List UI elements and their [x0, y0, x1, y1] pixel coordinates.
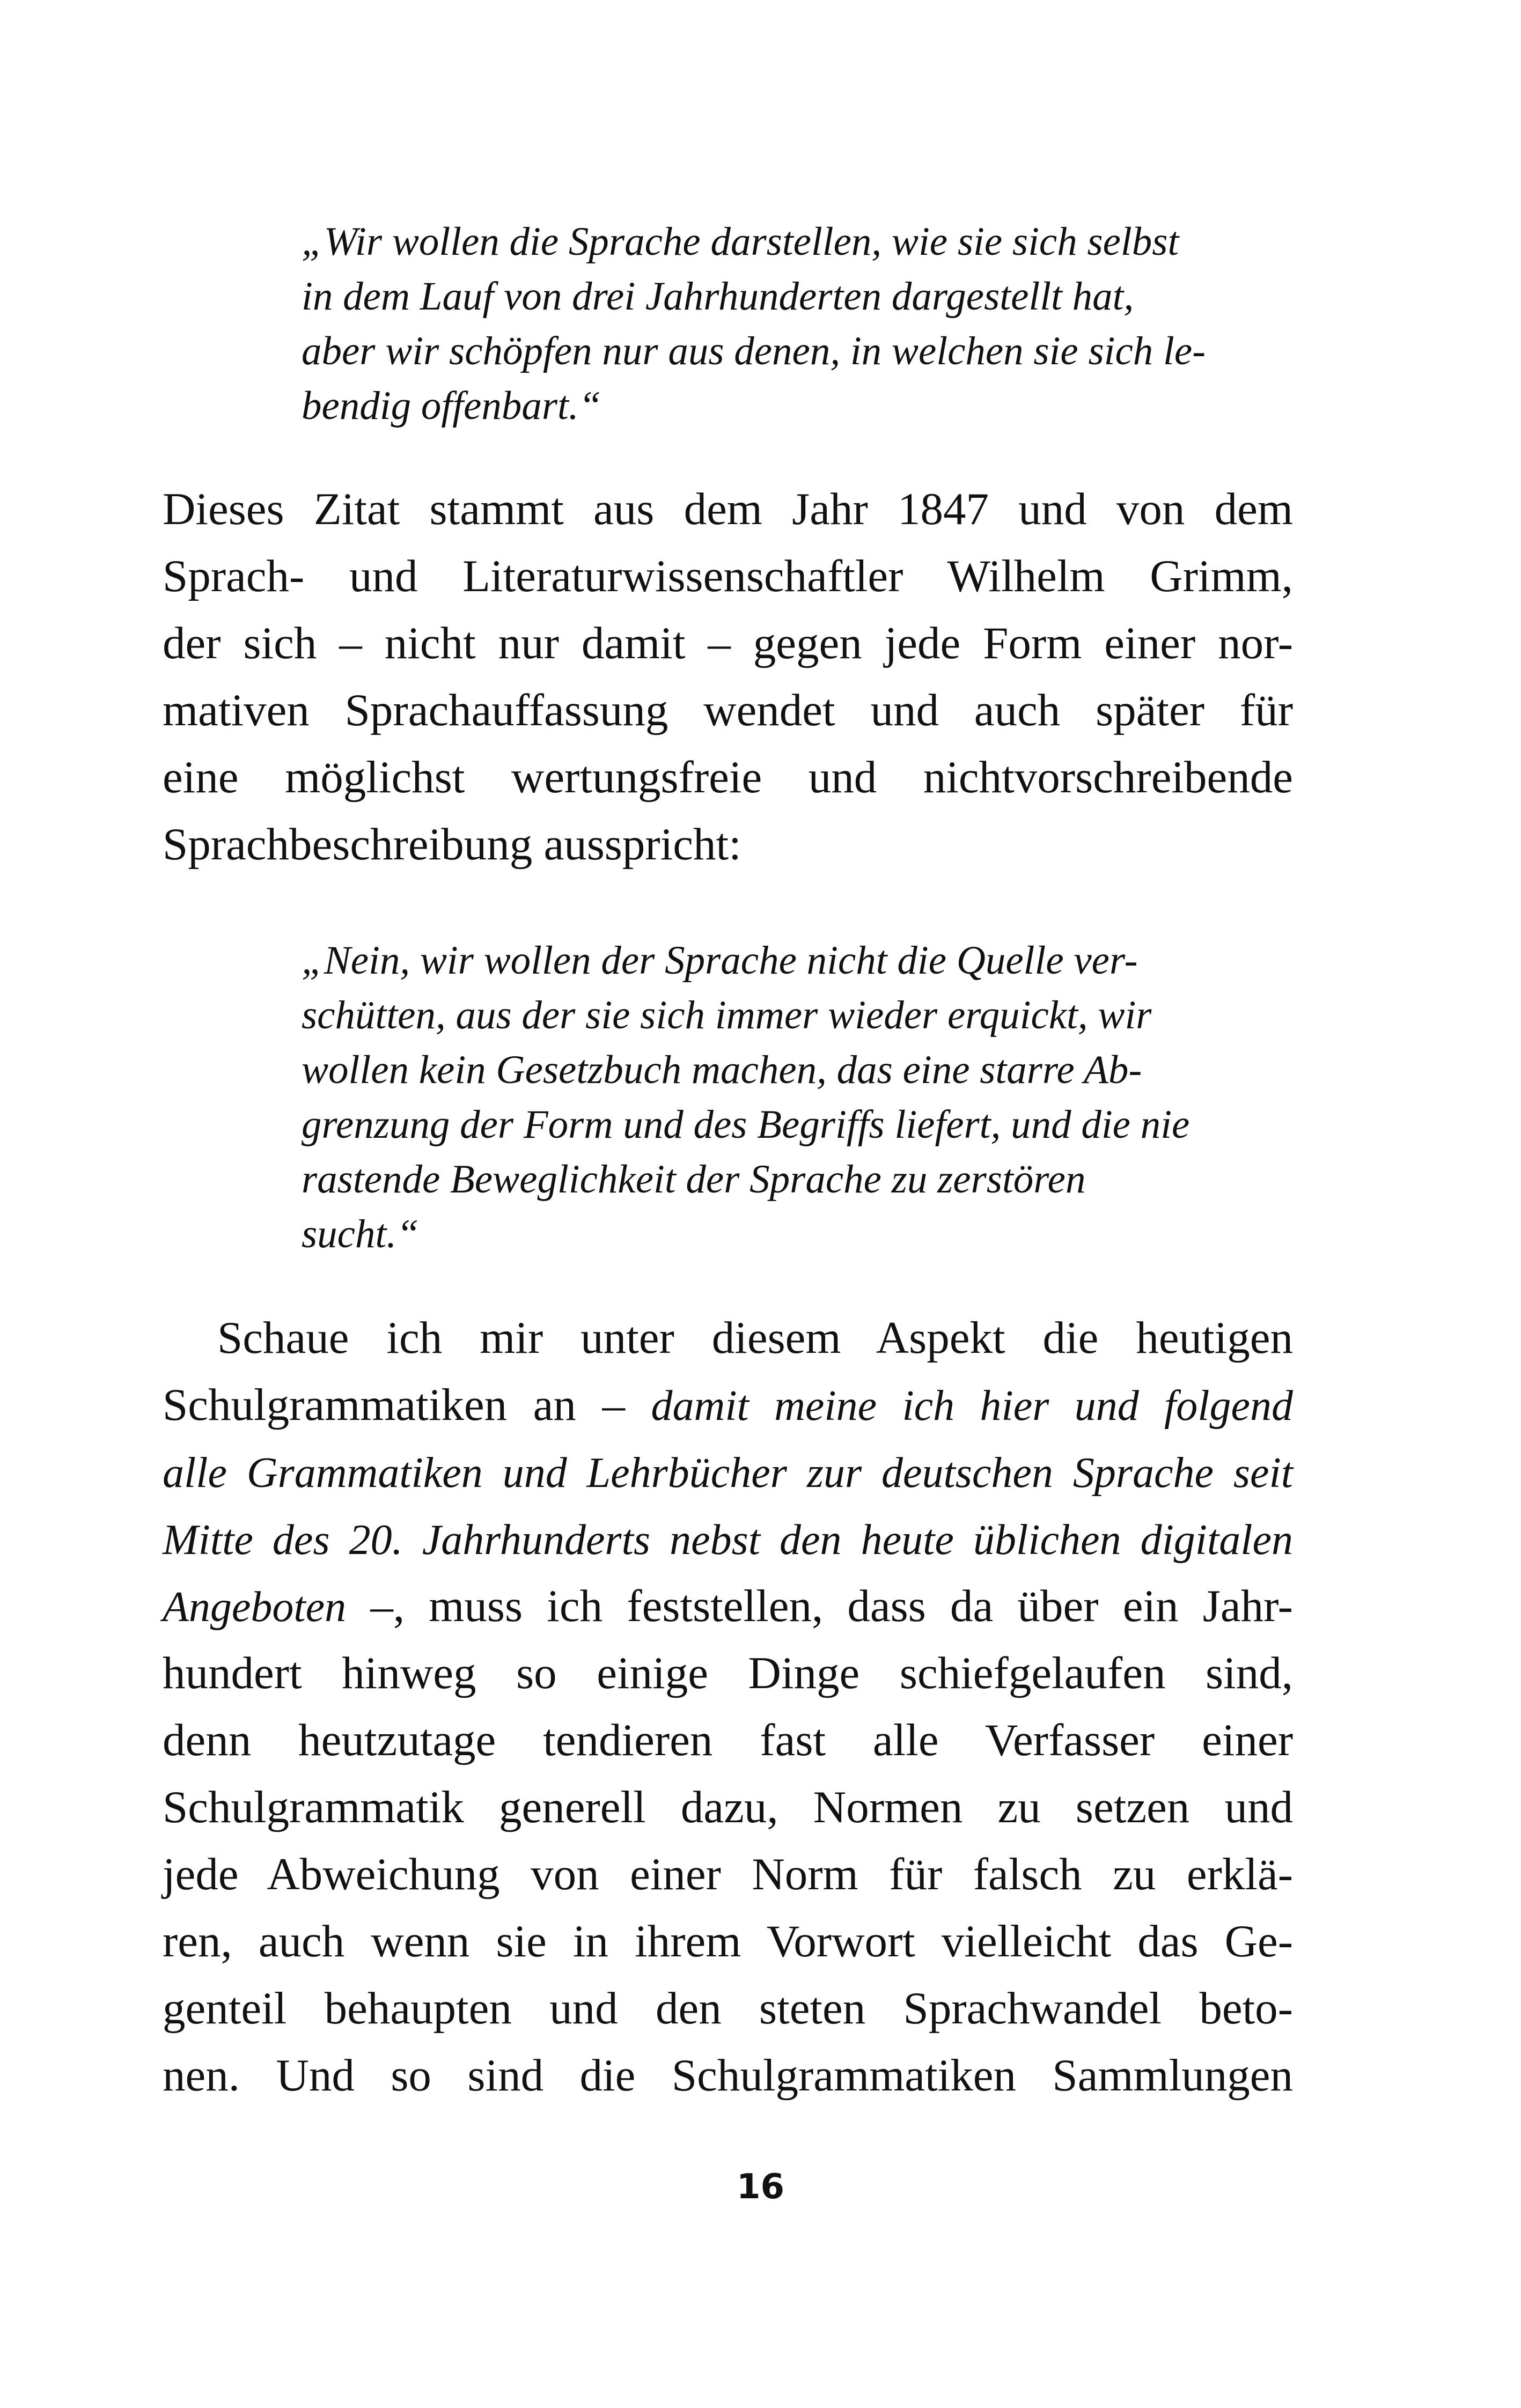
- text-segment: nen. Und so sind die Schulgrammatiken Sammlungen: [163, 2050, 1293, 2101]
- text-line: Sprach- und Literaturwissenschaftler Wilhelm Grimm,: [163, 551, 1293, 601]
- italic-text: Mitte des 20. Jahrhunderts nebst den heute üblichen digitalen: [163, 1516, 1293, 1564]
- text-line: [163, 1372, 1293, 1439]
- text-line: [163, 1975, 1293, 2042]
- text-segment: jede Abweichung von einer Norm für falsch zu erklä-: [163, 1849, 1293, 1899]
- text-line: schütten, aus der sie sich immer wieder erquickt, wir: [302, 993, 1152, 1037]
- block-quote-1: [302, 215, 1299, 433]
- text-line: wollen kein Gesetzbuch machen, das eine starre Ab-: [302, 1048, 1142, 1092]
- page-number: 16: [736, 2167, 785, 2207]
- text-line: Dieses Zitat stammt aus dem Jahr 1847 und von dem: [163, 484, 1293, 534]
- paragraph-1: [163, 476, 1293, 878]
- text-segment: –, muss ich feststellen, dass da über ein Jahr-: [346, 1581, 1293, 1631]
- text-line: bendig offenbart.“: [302, 384, 601, 428]
- text-line: sucht.“: [302, 1212, 419, 1256]
- text-line: [163, 1908, 1293, 1975]
- block-quote-2: [302, 933, 1299, 1262]
- text-segment: Schulgrammatik generell dazu, Normen zu setzen und: [163, 1782, 1293, 1832]
- text-line: [163, 1439, 1293, 1506]
- text-line: der sich – nicht nur damit – gegen jede Form einer nor-: [163, 618, 1293, 668]
- text-line: [163, 1573, 1293, 1640]
- text-line: rastende Beweglichkeit der Sprache zu zerstören: [302, 1157, 1086, 1202]
- text-line: eine möglichst wertungsfreie und nichtvorschreibende: [163, 752, 1293, 802]
- text-line: [163, 1506, 1293, 1573]
- text-line: [163, 1707, 1293, 1774]
- text-line: [163, 1305, 1293, 1372]
- text-line: [163, 2042, 1293, 2109]
- text-segment: Schaue ich mir unter diesem Aspekt die heutigen: [217, 1313, 1293, 1363]
- text-line: in dem Lauf von drei Jahrhunderten dargestellt hat,: [302, 274, 1134, 319]
- italic-text: alle Grammatiken und Lehrbücher zur deutschen Sprache seit: [163, 1449, 1293, 1497]
- text-line: „Wir wollen die Sprache darstellen, wie sie sich selbst: [302, 219, 1179, 264]
- italic-text: Angeboten: [163, 1584, 347, 1631]
- text-segment: genteil behaupten und den steten Sprachwandel beto-: [163, 1983, 1293, 2034]
- text-line: mativen Sprachauffassung wendet und auch später für: [163, 685, 1293, 735]
- paragraph-2: [163, 1305, 1293, 2109]
- text-line: aber wir schöpfen nur aus denen, in welchen sie sich le-: [302, 329, 1206, 373]
- text-line: [163, 1774, 1293, 1841]
- text-line: „Nein, wir wollen der Sprache nicht die Quelle ver-: [302, 938, 1138, 983]
- text-line: grenzung der Form und des Begriffs liefert, und die nie: [302, 1102, 1190, 1147]
- text-line: [163, 1841, 1293, 1908]
- text-segment: ren, auch wenn sie in ihrem Vorwort vielleicht das Ge-: [163, 1916, 1293, 1967]
- italic-text: damit meine ich hier und folgend: [651, 1382, 1294, 1430]
- text-segment: hundert hinweg so einige Dinge schiefgelaufen sind,: [163, 1648, 1293, 1698]
- text-line: [163, 1640, 1293, 1707]
- text-segment: Schulgrammatiken an –: [163, 1380, 651, 1430]
- text-segment: denn heutzutage tendieren fast alle Verfasser einer: [163, 1715, 1293, 1765]
- text-line: Sprachbeschreibung ausspricht:: [163, 819, 741, 870]
